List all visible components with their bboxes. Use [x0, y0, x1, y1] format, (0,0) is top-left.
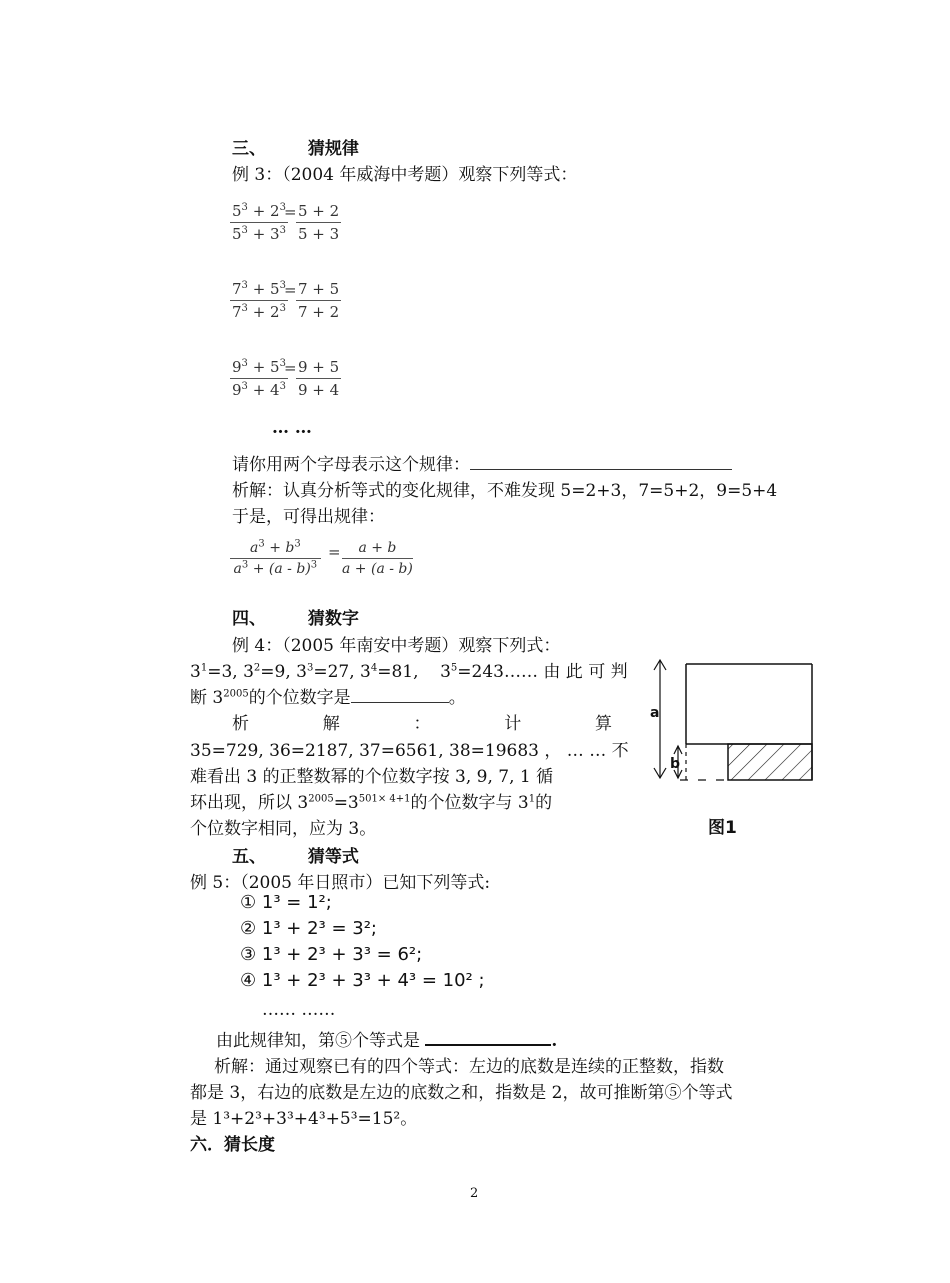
l1-p3: 2 — [253, 662, 261, 674]
question-5-end: . — [551, 1031, 558, 1051]
question-3-text: 请你用两个字母表示这个规律： — [232, 455, 470, 475]
figure-label-a: a — [650, 705, 660, 721]
eq3-right-fraction — [296, 358, 341, 399]
equation-item-1 — [240, 892, 332, 913]
section-4-heading — [232, 604, 359, 629]
eq1-num-op: + 2 — [252, 202, 280, 220]
l1-p0: 3 — [190, 662, 201, 682]
item-2-mark: ② — [240, 918, 257, 939]
eq3-den-base: 9 — [232, 381, 242, 399]
l1-p1: 1 — [200, 662, 208, 674]
l1-p6: =27, 3 — [313, 662, 371, 682]
result-den-a: a — [233, 561, 242, 577]
result-num-exp: 3 — [258, 538, 265, 550]
a4-w4: 算 — [595, 714, 612, 734]
example-4-intro: 例 4：（2005 年南安中考题）观察下列式： — [232, 636, 561, 656]
result-den-rest: + (a - b) — [252, 561, 311, 577]
analysis-4-line-5: 个位数字相同，应为 3。 — [190, 819, 377, 839]
eq2-left-fraction — [230, 280, 288, 321]
l6-end: 的 — [535, 793, 553, 813]
l1-p7: 4 — [370, 662, 378, 674]
analysis-4-line-3: 难看出 3 的正整数幂的个位数字按 3, 9, 7, 1 循 — [190, 767, 554, 787]
result-num-exp2: 3 — [294, 538, 301, 550]
answer-blank-4[interactable] — [351, 687, 449, 703]
result-num-plus: + — [269, 540, 281, 556]
question-3 — [232, 450, 732, 475]
eq2-num-exp: 3 — [241, 280, 248, 291]
section-5-title: 猜等式 — [307, 847, 359, 867]
eq2-right-fraction — [296, 280, 341, 321]
item-1-mark: ① — [240, 892, 257, 913]
l2-post: 的个位数字是 — [248, 688, 351, 708]
l1-p10: =243…… 由 此 可 判 — [457, 662, 628, 682]
analysis-5-line-2: 都是 3，右边的底数是左边的底数之和，指数是 2，故可推断第⑤个等式 — [190, 1083, 733, 1103]
eq1-left-fraction — [230, 202, 288, 243]
a4-w2: ： — [413, 714, 465, 734]
item-4-text: 1³ + 2³ + 3³ + 4³ = 10² ; — [261, 970, 485, 991]
eq2-equals: = — [284, 281, 297, 299]
figure-caption: 图1 — [708, 818, 737, 838]
a4-w3: 计 — [504, 714, 556, 734]
question-5 — [216, 1026, 557, 1051]
a4-w1: 解 — [322, 714, 374, 734]
l2-end: 。 — [448, 688, 466, 708]
section-4-title: 猜数字 — [307, 609, 359, 629]
l6-mid: =3 — [333, 793, 359, 813]
section-3-title: 猜规律 — [307, 139, 359, 159]
eq1-den-exp: 3 — [241, 225, 248, 236]
l1-p2: =3, 3 — [207, 662, 254, 682]
answer-blank-5[interactable] — [425, 1029, 551, 1046]
figure-label-b: b — [670, 756, 681, 772]
section-3-number: 三、 — [232, 139, 266, 159]
l1-p4: =9, 3 — [260, 662, 307, 682]
l1-p5: 3 — [306, 662, 314, 674]
l6-sup1: 2005 — [308, 793, 334, 805]
section-4-number: 四、 — [232, 609, 266, 629]
answer-blank[interactable] — [470, 452, 732, 470]
result-equals: = — [328, 543, 341, 561]
eq2-den-op: + 2 — [252, 303, 280, 321]
l6-sup3: 1 — [528, 793, 536, 805]
eq1-num-exp2: 3 — [279, 202, 286, 213]
example-5-intro: 例 5：（2005 年日照市）已知下列等式: — [190, 873, 491, 893]
eq3-right-num: 9 + 5 — [296, 358, 341, 379]
hatched-rectangle — [728, 744, 812, 780]
eq2-den-exp2: 3 — [279, 303, 286, 314]
l6-sup2: 501× 4+1 — [358, 793, 411, 805]
section-5-number: 五、 — [232, 847, 266, 867]
eq1-right-den: 5 + 3 — [298, 225, 340, 243]
ellipsis-5: …… …… — [262, 1000, 336, 1020]
example-4-line-2 — [190, 683, 466, 708]
analysis-4-line-1 — [232, 709, 612, 734]
a4-w0: 析 — [232, 714, 284, 734]
result-right-den: a + (a - b) — [342, 561, 413, 577]
result-left-fraction — [230, 540, 321, 577]
equation-item-2 — [240, 918, 377, 939]
eq1-den-exp2: 3 — [279, 225, 286, 236]
eq3-num-exp: 3 — [241, 358, 248, 369]
eq1-equals: = — [284, 203, 297, 221]
eq3-den-exp: 3 — [241, 381, 248, 392]
question-5-text: 由此规律知，第⑤个等式是 — [216, 1031, 420, 1051]
analysis-5-line-3: 是 1³+2³+3³+4³+5³=15²。 — [190, 1109, 418, 1129]
analysis-5-line-1: 析解：通过观察已有的四个等式：左边的底数是连续的正整数，指数 — [214, 1057, 724, 1077]
eq2-right-den: 7 + 2 — [298, 303, 340, 321]
result-right-fraction — [342, 540, 413, 577]
result-num-a: a — [250, 540, 259, 556]
eq3-num-exp2: 3 — [279, 358, 286, 369]
figure-1-diagram — [640, 650, 820, 790]
eq2-num-exp2: 3 — [279, 280, 286, 291]
eq3-right-den: 9 + 4 — [298, 381, 340, 399]
eq1-right-num: 5 + 2 — [296, 202, 341, 223]
result-den-exp2: 3 — [310, 559, 318, 571]
eq2-num-op: + 5 — [252, 280, 280, 298]
eq3-num-op: + 5 — [252, 358, 280, 376]
item-1-text: 1³ = 1²; — [261, 892, 332, 913]
item-3-text: 1³ + 2³ + 3³ = 6²; — [261, 944, 423, 965]
eq2-den-exp: 3 — [241, 303, 248, 314]
eq2-right-num: 7 + 5 — [296, 280, 341, 301]
result-right-num: a + b — [342, 540, 413, 559]
item-4-mark: ④ — [240, 970, 257, 991]
example-4-line-1 — [190, 657, 628, 682]
l1-p9: 5 — [450, 662, 458, 674]
eq2-num-base: 7 — [232, 280, 242, 298]
eq1-right-fraction — [296, 202, 341, 243]
l6-post: 的个位数字与 3 — [410, 793, 529, 813]
result-num-b: b — [285, 540, 295, 556]
item-2-text: 1³ + 2³ = 3²; — [261, 918, 377, 939]
eq3-den-exp2: 3 — [279, 381, 286, 392]
analysis-3-line-2: 于是，可得出规律： — [232, 507, 385, 527]
eq2-den-base: 7 — [232, 303, 242, 321]
equation-item-3 — [240, 944, 422, 965]
analysis-4-line-2: 35=729, 36=2187, 37=6561, 38=19683 ， … … 不 — [190, 741, 629, 761]
l2-pre: 断 3 — [190, 688, 224, 708]
l2-sup: 2005 — [223, 688, 249, 700]
item-3-mark: ③ — [240, 944, 257, 965]
eq1-den-base: 5 — [232, 225, 242, 243]
l6-pre: 环出现，所以 3 — [190, 793, 309, 813]
equation-item-4 — [240, 970, 485, 991]
eq1-num-exp: 3 — [241, 202, 248, 213]
analysis-4-line-4 — [190, 788, 552, 813]
eq1-num-base: 5 — [232, 202, 242, 220]
result-den-exp: 3 — [241, 559, 249, 571]
section-3-heading — [232, 134, 359, 159]
page-number: 2 — [470, 1186, 479, 1201]
eq1-den-op: + 3 — [252, 225, 280, 243]
example-3-intro: 例 3：（2004 年威海中考题）观察下列等式： — [232, 165, 578, 185]
l1-p8: =81, 3 — [377, 662, 451, 682]
section-5-heading — [232, 842, 359, 867]
eq3-den-op: + 4 — [252, 381, 280, 399]
analysis-3-line-1: 析解：认真分析等式的变化规律，不难发现 5=2+3，7=5+2，9=5+4 — [232, 481, 778, 501]
ellipsis: … … — [272, 418, 312, 438]
eq3-equals: = — [284, 359, 297, 377]
section-6-heading: 六．猜长度 — [190, 1135, 275, 1155]
eq3-num-base: 9 — [232, 358, 242, 376]
eq3-left-fraction — [230, 358, 288, 399]
